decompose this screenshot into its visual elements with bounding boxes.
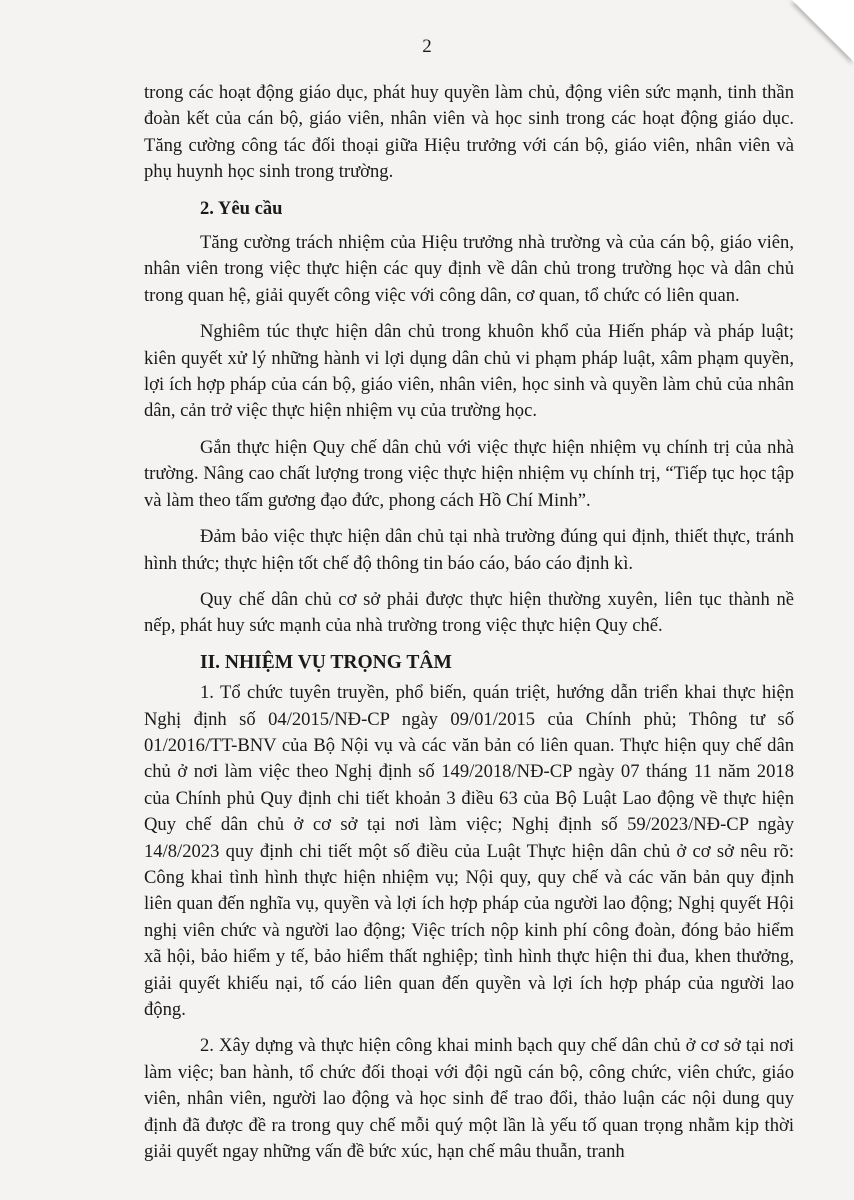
paragraph-requirement-1: Tăng cường trách nhiệm của Hiệu trưởng nhà trường và của cán bộ, giáo viên, nhân viên trong việc thực hiện các quy định về dân chủ trong trường học và dân chủ trong quan hệ, giải quyết công việc với công dân, cơ quan, tổ chức có liên quan. [144,232,794,306]
paragraph-requirement-3: Gắn thực hiện Quy chế dân chủ với việc thực hiện nhiệm vụ chính trị của nhà trường. Nâng cao chất lượng trong việc thực hiện nhiệm vụ chính trị, “Tiếp tục học tập và làm theo tấm gương đạo đức, phong cách Hồ Chí Minh”. [144,436,794,511]
section-heading-key-tasks: II. NHIỆM VỤ TRỌNG TÂM [200,651,452,673]
paragraph-intro-continued: trong các hoạt động giáo dục, phát huy quyền làm chủ, động viên sức mạnh, tinh thần đoàn kết của cán bộ, giáo viên, nhân viên và học sinh trong các hoạt động giáo dục. Tăng cường công tác đối thoại giữa Hiệu trưởng với cán bộ, giáo viên, nhân viên và phụ huynh học sinh trong trường. [144,82,794,183]
section-heading-requirements: 2. Yêu cầu [200,197,283,219]
document-body [144,80,794,1175]
paragraph-requirement-4: Đảm bảo việc thực hiện dân chủ tại nhà trường đúng qui định, thiết thực, tránh hình thức; thực hiện tốt chế độ thông tin báo cáo, báo cáo định kì. [144,526,794,574]
paragraph-task-2: 2. Xây dựng và thực hiện công khai minh bạch quy chế dân chủ ở cơ sở tại nơi làm việc; ban hành, tổ chức đối thoại với đội ngũ cán bộ, công chức, viên chức, giáo viên, nhân viên, người lao động và học sinh để trao đổi, thảo luận các nội dung quy định đã được đề ra trong quy chế mỗi quý một lần là yếu tố quan trọng nhằm kịp thời giải quyết ngay những vấn đề bức xúc, hạn chế mâu thuẫn, tranh [144,1035,794,1163]
paragraph-task-1: 1. Tổ chức tuyên truyền, phổ biến, quán triệt, hướng dẫn triển khai thực hiện Nghị định số 04/2015/NĐ-CP ngày 09/01/2015 của Chính phủ; Thông tư số 01/2016/TT-BNV của Bộ Nội vụ và các văn bản có liên quan. Thực hiện quy chế dân chủ ở nơi làm việc theo Nghị định số 149/2018/NĐ-CP ngày 07 tháng 11 năm 2018 của Chính phủ Quy định chi tiết khoản 3 điều 63 của Bộ Luật Lao động về thực hiện Quy chế dân chủ ở cơ sở tại nơi làm việc; Nghị định số 59/2023/NĐ-CP ngày 14/8/2023 quy định chi tiết một số điều của Luật Thực hiện dân chủ ở cơ sở nêu rõ: Công khai tình hình thực hiện nhiệm vụ; Nội quy, quy chế và các văn bản quy định liên quan đến nghĩa vụ, quyền và lợi ích hợp pháp của người lao động; Nghị quyết Hội nghị viên chức và người lao động; Việc trích nộp kinh phí công đoàn, đóng bảo hiểm xã hội, bảo hiểm y tế, bảo hiểm thất nghiệp; tình hình thực hiện thi đua, khen thưởng, giải quyết khiếu nại, tố cáo liên quan đến quyền và lợi ích hợp pháp của người lao động. [144,682,794,1020]
paragraph-requirement-5: Quy chế dân chủ cơ sở phải được thực hiện thường xuyên, liên tục thành nề nếp, phát huy sức mạnh của nhà trường trong việc thực hiện Quy chế. [144,588,794,637]
page-number: 2 [422,36,432,57]
paragraph-requirement-2: Nghiêm túc thực hiện dân chủ trong khuôn khổ của Hiến pháp và pháp luật; kiên quyết xử lý những hành vi lợi dụng dân chủ vi phạm pháp luật, xâm phạm quyền, lợi ích hợp pháp của cán bộ, giáo viên, nhân viên, học sinh và quyền làm chủ của nhân dân, cản trở việc thực hiện nhiệm vụ của trường học. [144,321,794,422]
